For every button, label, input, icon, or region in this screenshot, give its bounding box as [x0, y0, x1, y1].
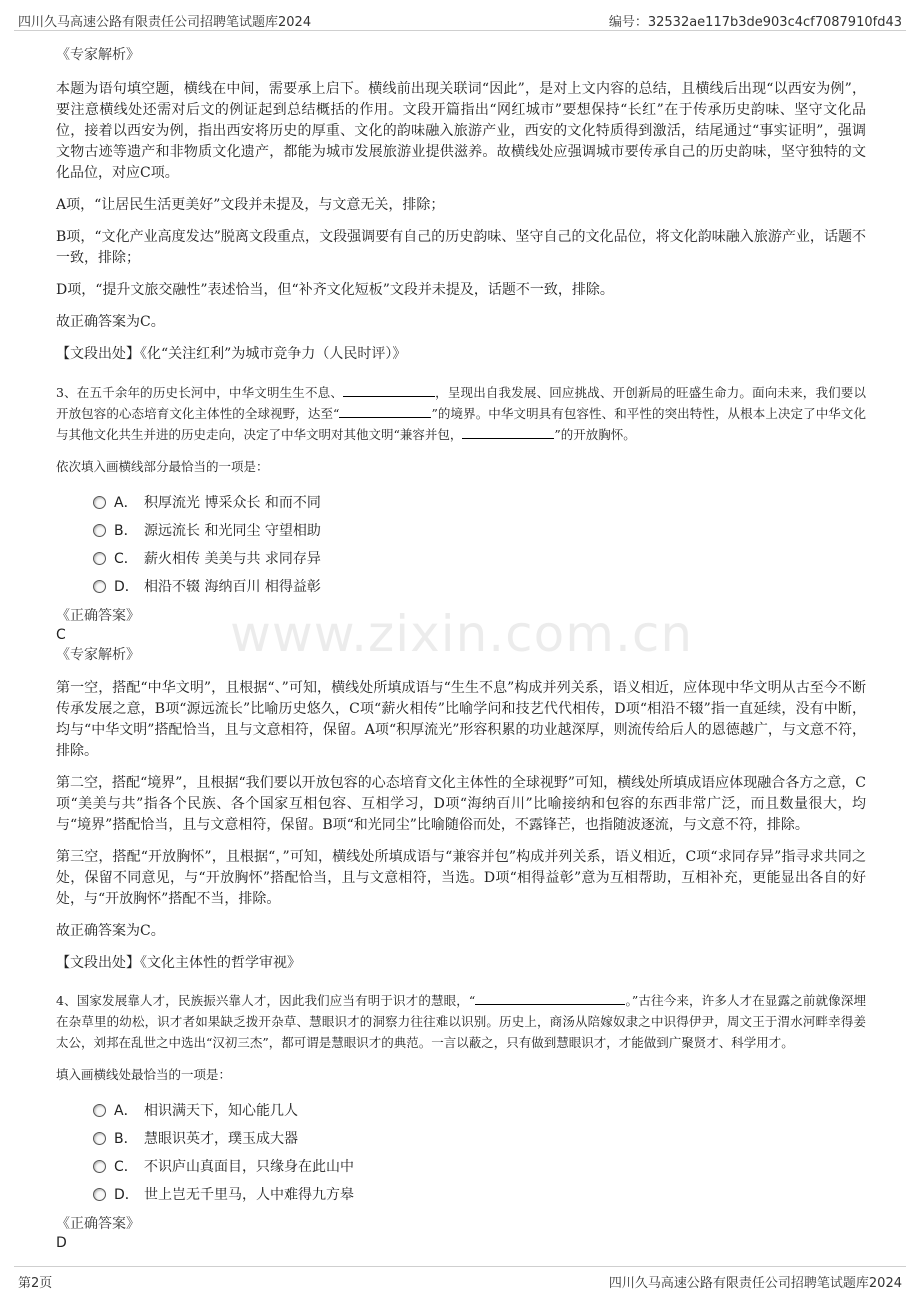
q4-option-b[interactable]: B． 慧眼识英才，璞玉成大器: [56, 1125, 866, 1153]
watermark: www.zixin.com.cn: [230, 605, 694, 663]
header-title: 四川久马高速公路有限责任公司招聘笔试题库2024: [18, 15, 312, 30]
q3-analysis-blank-2: 第二空，搭配“境界”，且根据“我们要以开放包容的心态培育文化主体性的全球视野”可知，横线处所填成语应体现融合各方之意，C项“美美与共”指各个民族、各个国家互相包容、互相学习，D项“海纳百川”比喻接纳和包容的东西非常广泛，而且数量很大，均与“境界”搭配恰当，且与文意相符，保留。B项“和光同尘”比喻随俗而处，不露锋芒，也指随波逐流，与文意不符，排除。: [56, 775, 866, 833]
radio-button-icon[interactable]: [93, 1160, 106, 1173]
radio-button-icon[interactable]: [93, 1188, 106, 1201]
q4-answer-label: 《正确答案》: [56, 1216, 140, 1232]
q4-answer: D: [56, 1235, 67, 1251]
q3-analysis-label: 《专家解析》: [56, 647, 140, 663]
q2-analysis-paragraph: 本题为语句填空题，横线在中间，需要承上启下。横线前出现关联词“因此”，是对上文内容的总结，且横线后出现“以西安为例”，要注意横线处还需对后文的例证起到总结概括的作用。文段开篇指出“网红城市”要想保持“长红”在于传承历史韵味、坚守文化品位，接着以西安为例，指出西安将历史的厚重、文化的韵味融入旅游产业，西安的文化特质得到激活，结尾通过“事实证明”，强调文物古迹等遗产和非物质文化遗产，都能为城市发展旅游业提供滋养。故横线处应强调城市要传承自己的历史韵味，坚守独特的文化品位，对应C项。: [56, 81, 866, 181]
q3-blank-1: [343, 384, 435, 397]
q3-blank-2: [339, 405, 431, 418]
q3-answer-label: 《正确答案》: [56, 608, 140, 624]
footer-page-number: 第2页: [18, 1276, 53, 1291]
radio-button-icon[interactable]: [93, 552, 106, 565]
q4-option-a[interactable]: A． 相识满天下，知心能几人: [56, 1097, 866, 1125]
radio-button-icon[interactable]: [93, 580, 106, 593]
radio-button-icon[interactable]: [93, 496, 106, 509]
q4-blank: [475, 992, 625, 1005]
page-header: [14, 8, 906, 31]
q2-conclusion: 故正确答案为C。: [56, 314, 165, 330]
q2-analysis-label: 《专家解析》: [56, 47, 140, 63]
q4-stem: 4、国家发展靠人才，民族振兴靠人才，因此我们应当有明于识才的慧眼，“ 。”古往今来，许多人才在显露之前就像深埋在杂草里的幼松，识才者如果缺乏拨开杂草、慧眼识才的洞察力往往难以识别。历史上，商汤从陪嫁奴隶之中识得伊尹，周文王于渭水河畔幸得姜太公，刘邦在乱世之中选出“汉初三杰”，都可谓是慧眼识才的典范。一言以蔽之，只有做到慧眼识才，才能做到广聚贤才、科学用才。: [56, 993, 866, 1050]
header-code: 编号：32532ae117b3de903c4cf7087910fd43: [608, 15, 902, 30]
q2-analysis-b: B项，“文化产业高度发达”脱离文段重点，文段强调要有自己的历史韵味、坚守自己的文化品位，将文化韵味融入旅游产业，话题不一致，排除；: [56, 229, 866, 266]
q3-blank-3: [462, 426, 554, 439]
page-body: [56, 38, 866, 1252]
q3-prompt: 依次填入画横线部分最恰当的一项是：: [56, 459, 269, 474]
q2-source: 【文段出处】《化“关注红利”为城市竞争力（人民时评）》: [56, 346, 407, 362]
q3-source: 【文段出处】《文化主体性的哲学审视》: [56, 955, 301, 971]
q4-option-c[interactable]: C． 不识庐山真面目，只缘身在此山中: [56, 1153, 866, 1181]
page-footer: [14, 1266, 906, 1289]
q3-stem: 3、在五千余年的历史长河中，中华文明生生不息、 ，呈现出自我发展、回应挑战、开创新局的旺盛生命力。面向未来，我们要以开放包容的心态培育文化主体性的全球视野，达至“ ”的境界。中华文明具有包容性、和平性的突出特性，从根本上决定了中华文化与其他文化共生并进的历史走向，决定了中华文明对其他文明“兼容并包， ”的开放胸怀。: [56, 385, 866, 442]
footer-title: 四川久马高速公路有限责任公司招聘笔试题库2024: [608, 1276, 902, 1291]
radio-button-icon[interactable]: [93, 1132, 106, 1145]
q3-option-d[interactable]: D． 相沿不辍 海纳百川 相得益彰: [56, 573, 866, 601]
q3-analysis-blank-3: 第三空，搭配“开放胸怀”，且根据“，”可知，横线处所填成语与“兼容并包”构成并列关系，语义相近，C项“求同存异”指寻求共同之处，保留不同意见，与“开放胸怀”搭配恰当，且与文意相符，当选。D项“相得益彰”意为互相帮助，互相补充，更能显出各自的好处，与“开放胸怀”搭配不当，排除。: [56, 849, 866, 907]
q3-option-c[interactable]: C． 薪火相传 美美与共 求同存异: [56, 545, 866, 573]
radio-button-icon[interactable]: [93, 1104, 106, 1117]
q3-answer: C: [56, 627, 66, 643]
q3-analysis-blank-1: 第一空，搭配“中华文明”，且根据“、”可知，横线处所填成语与“生生不息”构成并列关系，语义相近，应体现中华文明从古至今不断传承发展之意，B项“源远流长”比喻历史悠久，C项“薪火相传”比喻学问和技艺代代相传，D项“相沿不辍”指一直延续，没有中断，均与“中华文明”搭配恰当，且与文意相符，保留。A项“积厚流光”形容积累的功业越深厚，则流传给后人的恩德越广，与文意不符，排除。: [56, 680, 866, 759]
q3-option-a[interactable]: A． 积厚流光 博采众长 和而不同: [56, 489, 866, 517]
q2-analysis-a: A项，“让居民生活更美好”文段并未提及，与文意无关，排除；: [56, 197, 445, 213]
q4-prompt: 填入画横线处最恰当的一项是：: [56, 1067, 232, 1082]
q2-analysis-d: D项，“提升文旅交融性”表述恰当，但“补齐文化短板”文段并未提及，话题不一致，排除。: [56, 282, 614, 298]
q4-options: [56, 1097, 866, 1209]
radio-button-icon[interactable]: [93, 524, 106, 537]
q3-options: [56, 489, 866, 601]
q3-conclusion: 故正确答案为C。: [56, 923, 165, 939]
q3-option-b[interactable]: B． 源远流长 和光同尘 守望相助: [56, 517, 866, 545]
q4-option-d[interactable]: D． 世上岂无千里马，人中难得九方皋: [56, 1181, 866, 1209]
